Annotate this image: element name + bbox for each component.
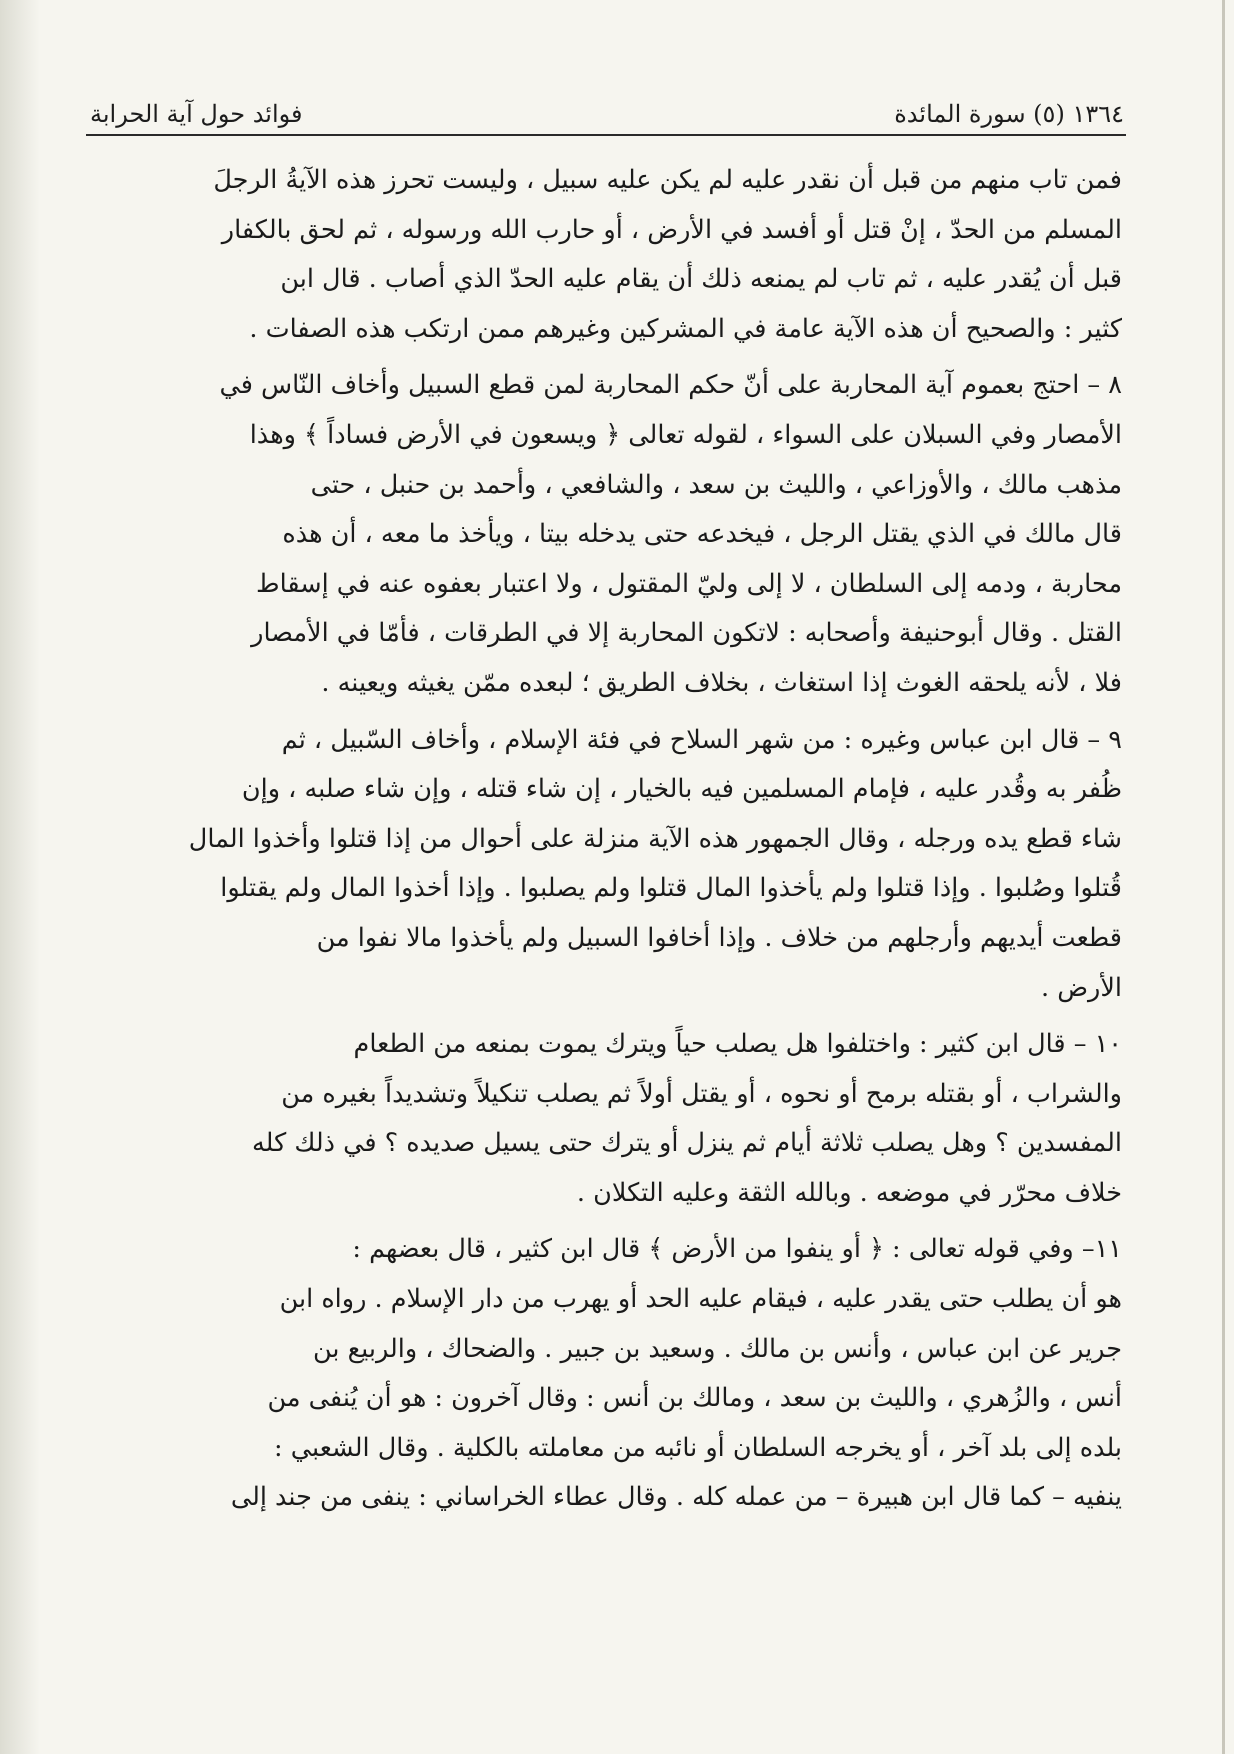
text-line: هو أن يطلب حتى يقدر عليه ، فيقام عليه الحد أو يهرب من دار الإسلام . رواه ابن <box>279 1284 1122 1315</box>
text-line: الأرض . <box>1041 972 1122 1003</box>
text-line: قطعت أيديهم وأرجلهم من خلاف . وإذا أخافوا السبيل ولم يأخذوا مالا نفوا من <box>316 922 1122 953</box>
text-line: فلا ، لأنه يلحقه الغوث إذا استغاث ، بخلاف الطريق ؛ لبعده ممّن يغيثه ويعينه . <box>321 667 1122 698</box>
paragraph <box>86 716 1122 1014</box>
text-line: الأمصار وفي السبلان على السواء ، لقوله تعالى ﴿ ويسعون في الأرض فساداً ﴾ وهذا <box>249 419 1122 450</box>
text-line: مذهب مالك ، والأوزاعي ، والليث بن سعد ، والشافعي ، وأحمد بن حنبل ، حتى <box>310 469 1122 500</box>
paragraph <box>86 1020 1122 1218</box>
text-line: شاء قطع يده ورجله ، وقال الجمهور هذه الآية منزلة على أحوال من إذا قتلوا وأخذوا المال <box>188 823 1122 854</box>
text-line: ١١– وفي قوله تعالى : ﴿ أو ينفوا من الأرض ﴾ قال ابن كثير ، قال بعضهم : <box>352 1234 1122 1265</box>
text-line: جرير عن ابن عباس ، وأنس بن مالك . وسعيد بن جبير . والضحاك ، والربيع بن <box>312 1333 1122 1364</box>
page-edge <box>1222 0 1225 1754</box>
text-line: ٩ – قال ابن عباس وغيره : من شهر السلاح في فئة الإسلام ، وأخاف السّبيل ، ثم <box>281 724 1122 755</box>
text-line: ١٠ – قال ابن كثير : واختلفوا هل يصلب حياً ويترك يموت بمنعه من الطعام <box>353 1029 1122 1060</box>
text-line: خلاف محرّر في موضعه . وبالله الثقة وعليه التكلان . <box>576 1177 1122 1208</box>
page-number-and-surah: ١٣٦٤ (٥) سورة المائدة <box>894 100 1124 128</box>
text-line: بلده إلى بلد آخر ، أو يخرجه السلطان أو نائبه من معاملته بالكلية . وقال الشعبي : <box>274 1432 1122 1463</box>
text-line: فمن تاب منهم من قبل أن نقدر عليه لم يكن عليه سبيل ، وليست تحرز هذه الآيةُ الرجلَ <box>213 165 1122 195</box>
text-line: ينفيه – كما قال ابن هبيرة – من عمله كله . وقال عطاء الخراساني : ينفى من جند إلى <box>230 1482 1122 1513</box>
text-line: ظُفر به وقُدر عليه ، فإمام المسلمين فيه بالخيار ، إن شاء قتله ، وإن شاء صلبه ، وإن <box>241 774 1122 805</box>
paragraph <box>86 156 1122 354</box>
text-line: القتل . وقال أبوحنيفة وأصحابه : لاتكون المحاربة إلا في الطرقات ، فأمّا في الأمصار <box>251 618 1122 649</box>
text-line: المسلم من الحدّ ، إنْ قتل أو أفسد في الأرض ، أو حارب الله ورسوله ، ثم لحق بالكفار <box>221 214 1122 245</box>
paragraph <box>86 1225 1122 1523</box>
text-line: محاربة ، ودمه إلى السلطان ، لا إلى وليّ المقتول ، ولا اعتبار بعفوه عنه في إسقاط <box>256 568 1122 599</box>
header-rule <box>86 134 1126 136</box>
text-line: المفسدين ؟ وهل يصلب ثلاثة أيام ثم ينزل أو يترك حتى يسيل صديده ؟ في ذلك كله <box>252 1128 1122 1159</box>
text-line: قبل أن يُقدر عليه ، ثم تاب لم يمنعه ذلك أن يقام عليه الحدّ الذي أصاب . قال ابن <box>280 264 1122 295</box>
body-text <box>86 156 1122 1530</box>
text-line: قُتلوا وصُلبوا . وإذا قتلوا ولم يأخذوا المال قتلوا ولم يصلبوا . وإذا أخذوا المال ولم يقتلوا <box>220 873 1122 904</box>
text-line: أنس ، والزُهري ، والليث بن سعد ، ومالك بن أنس : وقال آخرون : هو أن يُنفى من <box>267 1383 1122 1414</box>
text-line: كثير : والصحيح أن هذه الآية عامة في المشركين وغيرهم ممن ارتكب هذه الصفات . <box>249 313 1122 344</box>
paragraph <box>86 361 1122 708</box>
running-head <box>90 88 1124 128</box>
section-title: فوائد حول آية الحرابة <box>90 100 303 128</box>
binding-shadow <box>0 0 40 1754</box>
text-line: قال مالك في الذي يقتل الرجل ، فيخدعه حتى يدخله بيتا ، ويأخذ ما معه ، أن هذه <box>282 519 1122 550</box>
text-line: والشراب ، أو بقتله برمح أو نحوه ، أو يقتل أولاً ثم يصلب تنكيلاً وتشديداً بغيره من <box>281 1078 1122 1109</box>
text-line: ٨ – احتج بعموم آية المحاربة على أنّ حكم المحاربة لمن قطع السبيل وأخاف النّاس في <box>219 370 1122 401</box>
